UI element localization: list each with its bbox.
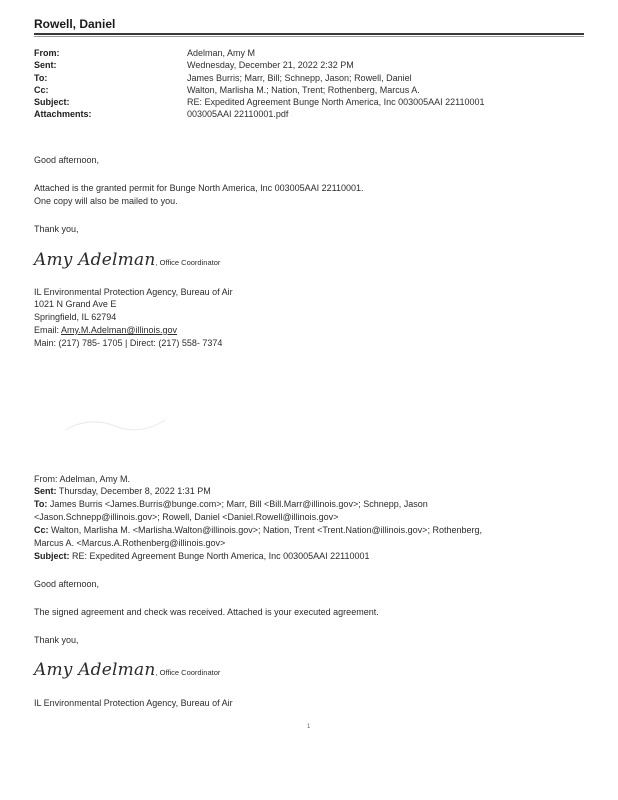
- header-row-to: [34, 72, 594, 84]
- thread-greeting: Good afternoon,: [34, 579, 100, 589]
- thread-label: To:: [34, 499, 48, 509]
- thread-label: Sent:: [34, 486, 57, 496]
- header-label: Subject:: [34, 97, 70, 108]
- attachment-filename[interactable]: 003005AAI 22110001.pdf: [187, 109, 289, 120]
- signature-address-line: 1021 N Grand Ave E: [34, 299, 117, 309]
- closing: Thank you,: [34, 224, 79, 234]
- signature-block: [34, 250, 220, 270]
- header-label: Attachments:: [34, 109, 92, 120]
- header-value: Walton, Marlisha M.; Nation, Trent; Rothenberg, Marcus A.: [187, 84, 420, 95]
- greeting: Good afternoon,: [34, 155, 100, 165]
- header-row-attachments: [34, 108, 594, 120]
- signature-phones: Main: (217) 785- 1705 | Direct: (217) 558- 7374: [34, 338, 223, 348]
- thread-subject-line: [34, 550, 370, 562]
- thread-value: Thursday, December 8, 2022 1:31 PM: [56, 486, 211, 496]
- thread-value: James Burris <James.Burris@bunge.com>; Marr, Bill <Bill.Marr@illinois.gov>; Schnepp, Jason: [47, 499, 428, 509]
- printout-owner-name: Rowell, Daniel: [34, 17, 116, 31]
- signature-name: Amy Adelman: [34, 250, 156, 270]
- body-line: Attached is the granted permit for Bunge North America, Inc 003005AAI 22110001.: [34, 183, 364, 193]
- thread-sent-line: [34, 485, 211, 497]
- header-label: Sent:: [34, 60, 57, 71]
- body-line: One copy will also be mailed to you.: [34, 196, 178, 206]
- email-link[interactable]: Amy.M.Adelman@illinois.gov: [61, 325, 178, 335]
- thread-signature-block: [34, 660, 220, 680]
- signature-name: Amy Adelman: [34, 660, 156, 680]
- header-rule-thin: [34, 36, 584, 37]
- signature-email-line: [34, 324, 177, 336]
- signature-address-line: Springfield, IL 62794: [34, 312, 117, 322]
- thread-to-line-cont: <Jason.Schnepp@illinois.gov>; Rowell, Daniel <Daniel.Rowell@illinois.gov>: [34, 512, 339, 522]
- thread-closing: Thank you,: [34, 635, 79, 645]
- thread-to-line: [34, 498, 428, 510]
- thread-cc-line: [34, 524, 482, 536]
- thread-label: Cc:: [34, 525, 49, 535]
- page-number: 1: [307, 724, 311, 730]
- email-header-block: [34, 47, 594, 121]
- thread-from-line: From: Adelman, Amy M.: [34, 474, 131, 484]
- header-row-from: [34, 47, 594, 59]
- header-row-cc: [34, 84, 594, 96]
- header-value: James Burris; Marr, Bill; Schnepp, Jason; Rowell, Daniel: [187, 72, 412, 83]
- scan-artifact: [60, 408, 170, 438]
- header-value: Adelman, Amy M: [187, 48, 256, 58]
- thread-value: RE: Expedited Agreement Bunge North America, Inc 003005AAI 22110001: [69, 551, 370, 561]
- signature-title: , Office Coordinator: [155, 668, 221, 677]
- thread-cc-line-cont: Marcus A. <Marcus.A.Rothenberg@illinois.gov>: [34, 538, 226, 548]
- header-label: Cc:: [34, 84, 49, 95]
- header-value: Wednesday, December 21, 2022 2:32 PM: [187, 60, 354, 71]
- header-row-sent: [34, 59, 594, 71]
- header-rule: [34, 33, 584, 35]
- email-label: Email:: [34, 325, 62, 335]
- thread-signature-org: IL Environmental Protection Agency, Bureau of Air: [34, 698, 233, 708]
- signature-title: , Office Coordinator: [155, 258, 221, 267]
- thread-label: Subject:: [34, 551, 70, 561]
- header-value: RE: Expedited Agreement Bunge North America, Inc 003005AAI 22110001: [187, 97, 485, 108]
- thread-value: Walton, Marlisha M. <Marlisha.Walton@illinois.gov>; Nation, Trent <Trent.Nation@illinois.gov>; Rothenberg,: [48, 525, 482, 535]
- header-label: To:: [34, 72, 48, 83]
- signature-org: IL Environmental Protection Agency, Bureau of Air: [34, 287, 233, 297]
- header-label: From:: [34, 48, 60, 58]
- thread-body: The signed agreement and check was received. Attached is your executed agreement.: [34, 607, 379, 617]
- header-row-subject: [34, 96, 594, 108]
